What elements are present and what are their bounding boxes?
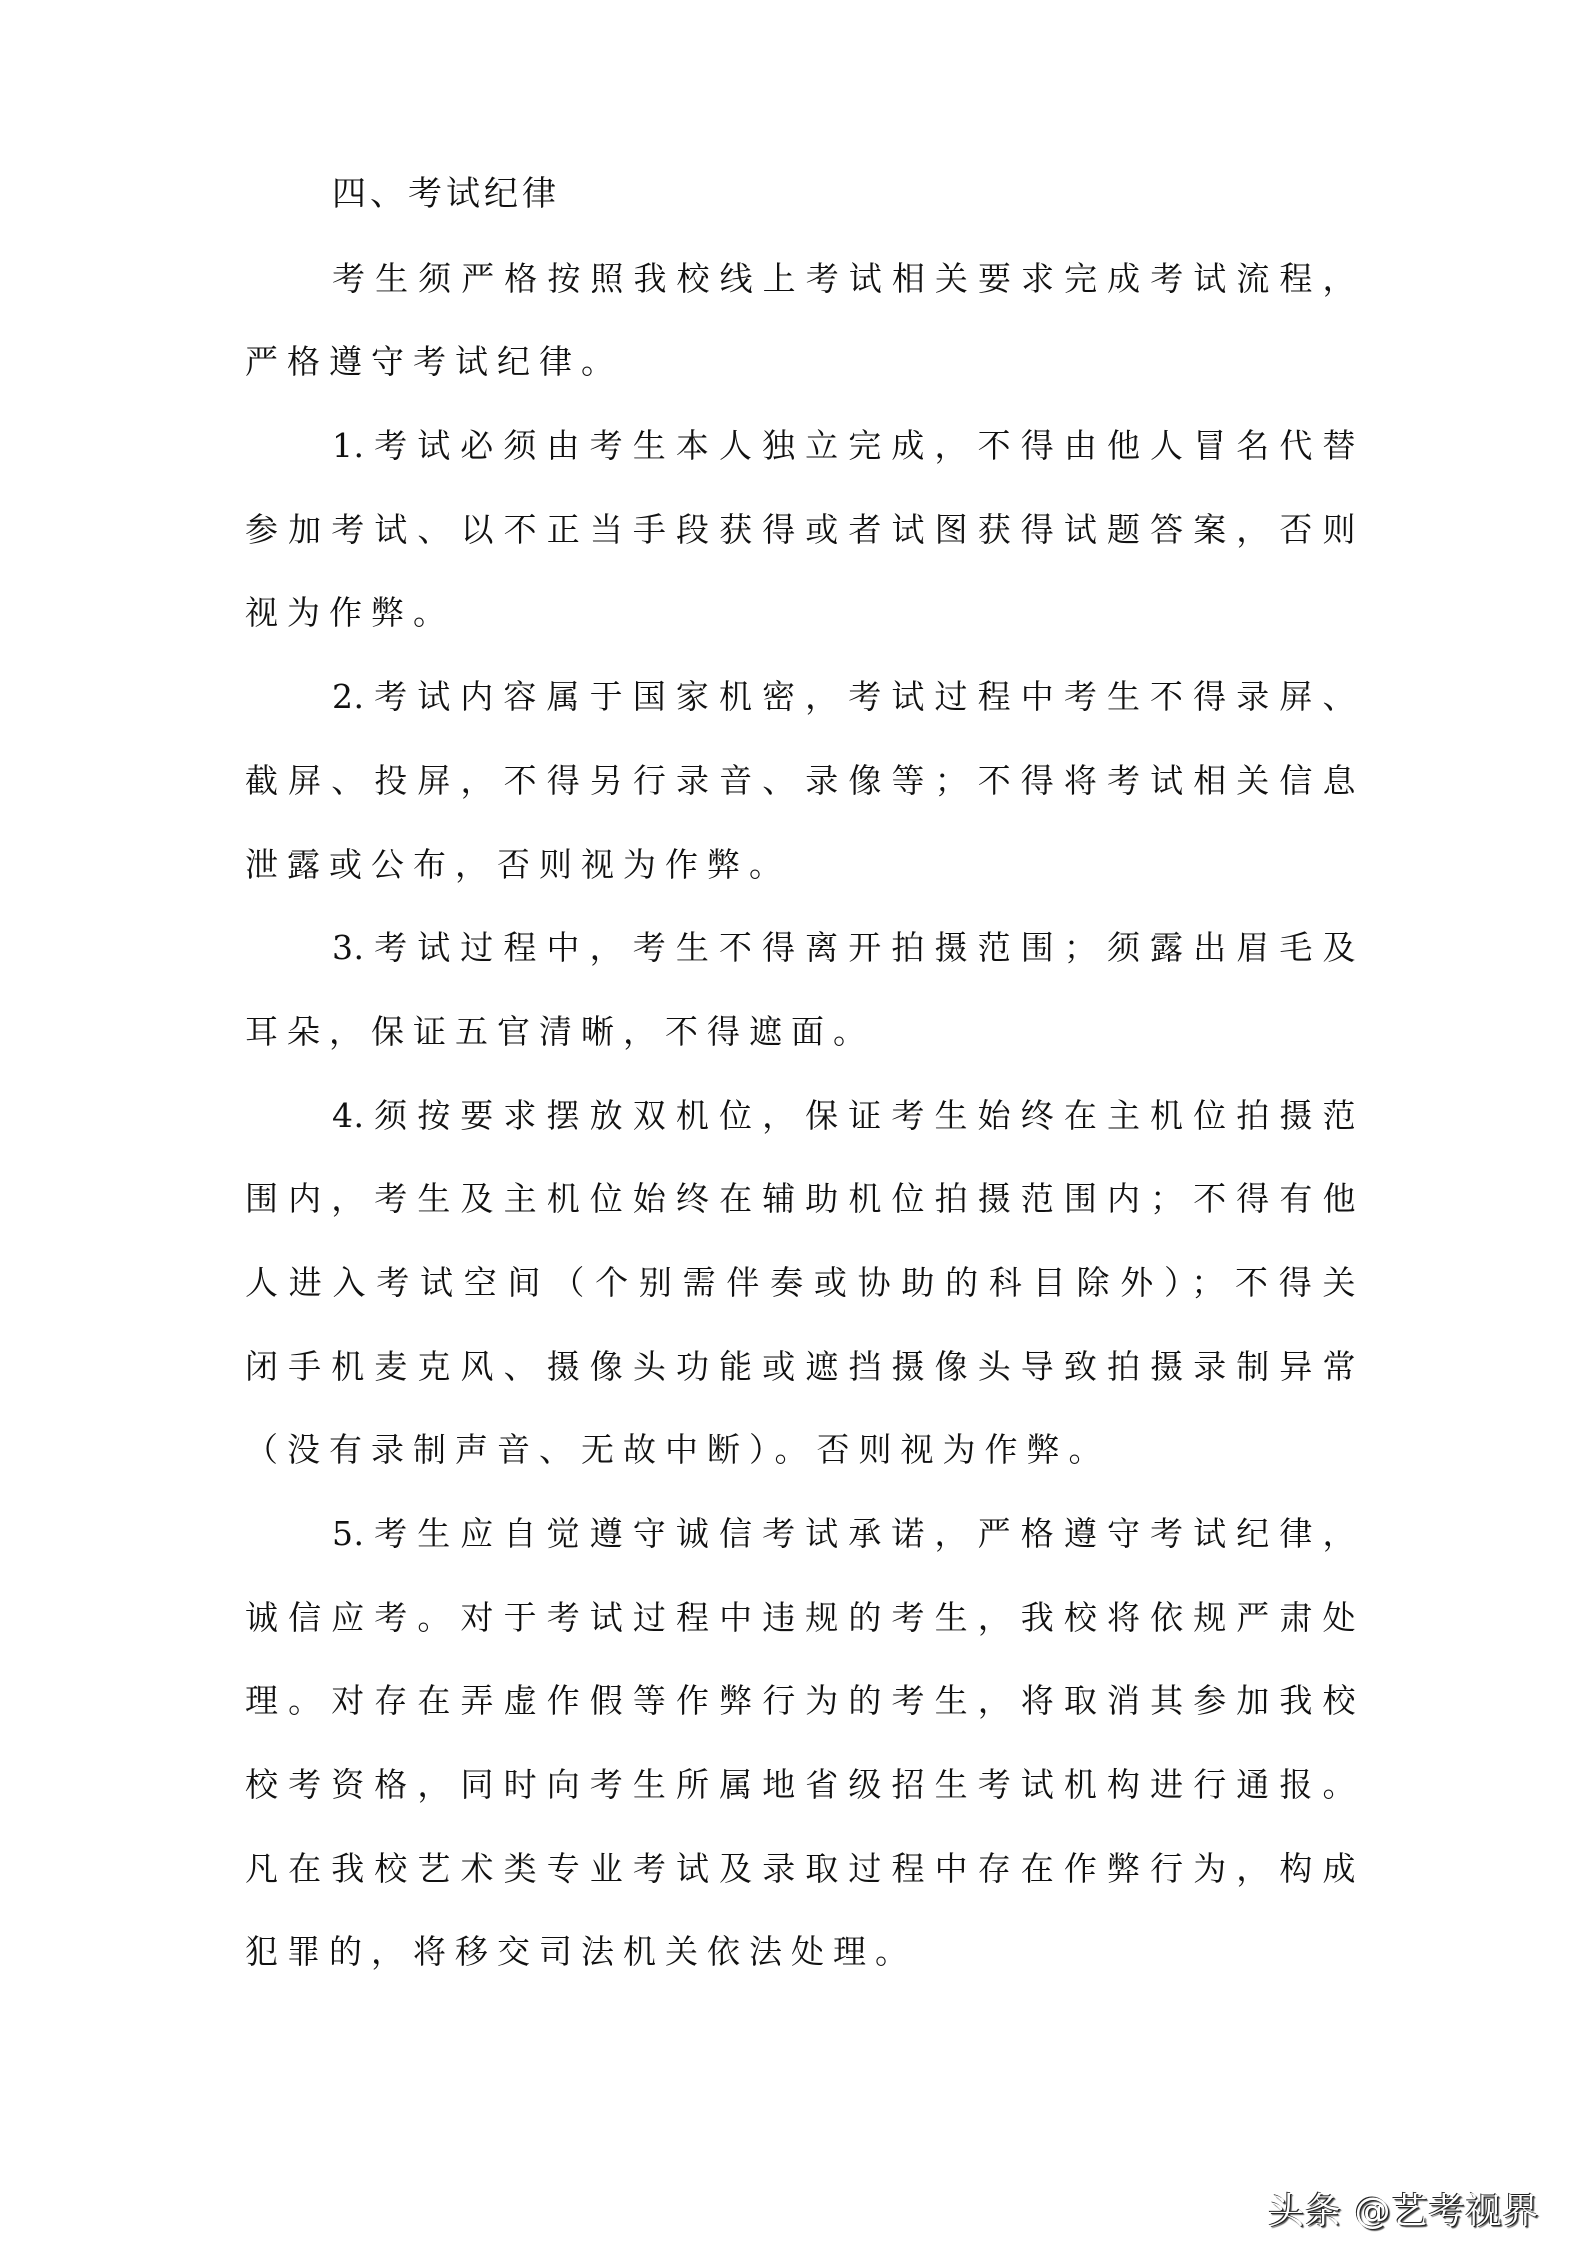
- text-line: 围内，考生及主机位始终在辅助机位拍摄范围内；不得有他: [245, 1179, 1356, 1219]
- text-line: 5.考生应自觉遵守诚信考试承诺，严格遵守考试纪律，: [332, 1514, 1356, 1553]
- text-line: 诚信应考。对于考试过程中违规的考生，我校将依规严肃处: [245, 1597, 1356, 1637]
- text-line: 3.考试过程中，考生不得离开拍摄范围；须露出眉毛及: [332, 928, 1356, 968]
- text-line: 视为作弊。: [245, 593, 455, 633]
- text-line: 耳朵，保证五官清晰，不得遮面。: [245, 1011, 875, 1051]
- text-line: 闭手机麦克风、摄像头功能或遮挡摄像头导致拍摄录制异常: [245, 1346, 1356, 1386]
- watermark: 头条 @艺考视界: [1268, 2191, 1540, 2232]
- text-line: 犯罪的，将移交司法机关依法处理。: [245, 1932, 917, 1972]
- text-line: 人进入考试空间（个别需伴奏或协助的科目除外）；不得关: [245, 1262, 1356, 1302]
- text-line: 凡在我校艺术类专业考试及录取过程中存在作弊行为，构成: [245, 1848, 1356, 1888]
- text-line: 1.考试必须由考生本人独立完成，不得由他人冒名代替: [332, 426, 1356, 466]
- text-line: 泄露或公布，否则视为作弊。: [245, 844, 791, 884]
- paragraph-rule-3: [245, 906, 1356, 1073]
- document-body: [245, 153, 1356, 1994]
- paragraph-intro: [245, 237, 1356, 404]
- paragraph-rule-4: [245, 1074, 1356, 1492]
- text-line: 2.考试内容属于国家机密，考试过程中考生不得录屏、: [332, 677, 1356, 717]
- paragraph-rule-2: [245, 655, 1356, 906]
- section-heading: 四、考试纪律: [332, 174, 560, 214]
- text-line: （没有录制声音、无故中断）。否则视为作弊。: [245, 1430, 1111, 1470]
- text-line: 参加考试、以不正当手段获得或者试图获得试题答案，否则: [245, 509, 1356, 549]
- text-line: 截屏、投屏，不得另行录音、录像等；不得将考试相关信息: [245, 760, 1356, 800]
- paragraph-rule-1: [245, 404, 1356, 655]
- text-line: 严格遵守考试纪律。: [245, 342, 623, 382]
- text-line: 校考资格，同时向考生所属地省级招生考试机构进行通报。: [245, 1765, 1356, 1805]
- text-line: 理。对存在弄虚作假等作弊行为的考生，将取消其参加我校: [245, 1681, 1356, 1721]
- text-line: 考生须严格按照我校线上考试相关要求完成考试流程，: [332, 258, 1356, 298]
- paragraph-rule-5: [245, 1492, 1356, 1994]
- text-line: 4.须按要求摆放双机位，保证考生始终在主机位拍摄范: [332, 1095, 1356, 1135]
